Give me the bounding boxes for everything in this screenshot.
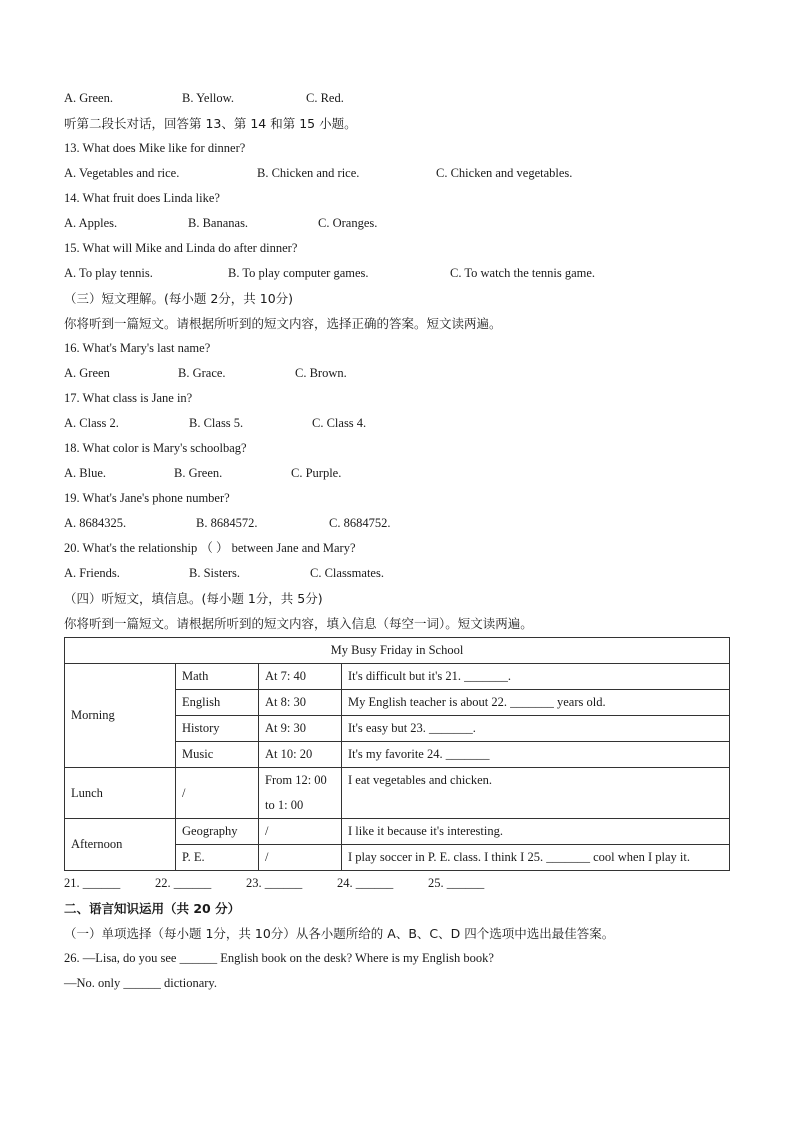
- q14-options: [64, 211, 730, 236]
- subject-cell: History: [176, 716, 259, 742]
- q13-options: [64, 161, 730, 186]
- q12-option-a: A. Green.: [64, 91, 113, 105]
- q15-stem: 15. What will Mike and Linda do after dinner?: [64, 241, 298, 255]
- q17-option-b: B. Class 5.: [189, 416, 244, 430]
- period-lunch: Lunch: [65, 768, 176, 819]
- table-row: [65, 768, 730, 819]
- q13-option-b: B. Chicken and rice.: [257, 166, 360, 180]
- note-cell: I play soccer in P. E. class. I think I 25. _______ cool when I play it.: [342, 845, 730, 871]
- q20-option-b: B. Sisters.: [189, 566, 241, 580]
- answer-blank-24: 24. ______: [337, 876, 394, 890]
- exam-page: [64, 86, 730, 996]
- q20-option-c: C. Classmates.: [310, 566, 384, 580]
- multiple-choice-intro: （一）单项选择（每小题 1分，共 10分）从各小题所给的 A、B、C、D 四个选项中选出最佳答案。: [64, 926, 615, 941]
- part-4-intro: 你将听到一篇短文。请根据所听到的短文内容，填入信息（每空一词）。短文读两遍。: [64, 616, 533, 631]
- q13-stem: 13. What does Mike like for dinner?: [64, 141, 246, 155]
- table-row: [65, 664, 730, 690]
- q14-stem: 14. What fruit does Linda like?: [64, 191, 220, 205]
- q17-option-c: C. Class 4.: [312, 416, 367, 430]
- time-cell: /: [259, 845, 342, 871]
- q19-stem: 19. What's Jane's phone number?: [64, 491, 230, 505]
- section-2-intro: 听第二段长对话，回答第 13、第 14 和第 15 小题。: [64, 116, 357, 131]
- q16-stem: 16. What's Mary's last name?: [64, 341, 211, 355]
- time-cell: At 9: 30: [259, 716, 342, 742]
- note-cell: It's difficult but it's 21. _______.: [342, 664, 730, 690]
- time-cell: At 7: 40: [259, 664, 342, 690]
- time-cell: From 12: 00 to 1: 00: [259, 768, 342, 819]
- q16-option-b: B. Grace.: [178, 366, 226, 380]
- period-morning: Morning: [65, 664, 176, 768]
- note-cell: I eat vegetables and chicken.: [342, 768, 730, 819]
- q18-option-a: A. Blue.: [64, 466, 107, 480]
- q18-option-c: C. Purple.: [291, 466, 342, 480]
- subject-cell: English: [176, 690, 259, 716]
- q16-option-a: A. Green: [64, 366, 110, 380]
- q20-options: [64, 561, 730, 586]
- part-4-title: （四）听短文，填信息。(每小题 1分，共 5分): [64, 591, 323, 606]
- q20-option-a: A. Friends.: [64, 566, 120, 580]
- answer-blank-23: 23. ______: [246, 876, 303, 890]
- q13-option-c: C. Chicken and vegetables.: [436, 166, 573, 180]
- q18-options: [64, 461, 730, 486]
- q19-option-b: B. 8684572.: [196, 516, 258, 530]
- part-3-title: （三）短文理解。(每小题 2分，共 10分): [64, 291, 294, 306]
- note-cell: It's my favorite 24. _______: [342, 742, 730, 768]
- q13-option-a: A. Vegetables and rice.: [64, 166, 180, 180]
- q14-option-c: C. Oranges.: [318, 216, 378, 230]
- subject-cell: /: [176, 768, 259, 819]
- time-cell: At 8: 30: [259, 690, 342, 716]
- time-cell: At 10: 20: [259, 742, 342, 768]
- q17-options: [64, 411, 730, 436]
- q12-option-c: C. Red.: [306, 91, 344, 105]
- subject-cell: Geography: [176, 819, 259, 845]
- q17-stem: 17. What class is Jane in?: [64, 391, 193, 405]
- answer-blank-25: 25. ______: [428, 876, 485, 890]
- q19-options: [64, 511, 730, 536]
- period-afternoon: Afternoon: [65, 819, 176, 871]
- q15-option-a: A. To play tennis.: [64, 266, 153, 280]
- answer-blanks: [64, 871, 730, 896]
- note-cell: It's easy but 23. _______.: [342, 716, 730, 742]
- answer-blank-21: 21. ______: [64, 876, 121, 890]
- note-cell: I like it because it's interesting.: [342, 819, 730, 845]
- table-row: [65, 819, 730, 845]
- section-title-language-use: 二、语言知识运用（共 20 分）: [64, 901, 241, 916]
- table-title: My Busy Friday in School: [65, 638, 730, 664]
- q19-option-c: C. 8684752.: [329, 516, 391, 530]
- table-title-row: [65, 638, 730, 664]
- subject-cell: Math: [176, 664, 259, 690]
- q26-line-2: —No. only ______ dictionary.: [64, 976, 217, 990]
- q17-option-a: A. Class 2.: [64, 416, 119, 430]
- note-cell: My English teacher is about 22. _______ years old.: [342, 690, 730, 716]
- subject-cell: Music: [176, 742, 259, 768]
- q19-option-a: A. 8684325.: [64, 516, 127, 530]
- part-3-intro: 你将听到一篇短文。请根据所听到的短文内容，选择正确的答案。短文读两遍。: [64, 316, 502, 331]
- q12-option-b: B. Yellow.: [182, 91, 234, 105]
- q18-option-b: B. Green.: [174, 466, 223, 480]
- q15-options: [64, 261, 730, 286]
- answer-blank-22: 22. ______: [155, 876, 212, 890]
- schedule-table: [64, 637, 730, 871]
- q16-option-c: C. Brown.: [295, 366, 347, 380]
- q16-options: [64, 361, 730, 386]
- q20-stem: 20. What's the relationship （ ） between Jane and Mary?: [64, 541, 356, 555]
- q15-option-b: B. To play computer games.: [228, 266, 369, 280]
- q18-stem: 18. What color is Mary's schoolbag?: [64, 441, 247, 455]
- q26-line-1: 26. —Lisa, do you see ______ English book on the desk? Where is my English book?: [64, 951, 494, 965]
- q12-options: [64, 86, 730, 111]
- q14-option-b: B. Bananas.: [188, 216, 249, 230]
- q15-option-c: C. To watch the tennis game.: [450, 266, 596, 280]
- q14-option-a: A. Apples.: [64, 216, 118, 230]
- time-cell: /: [259, 819, 342, 845]
- subject-cell: P. E.: [176, 845, 259, 871]
